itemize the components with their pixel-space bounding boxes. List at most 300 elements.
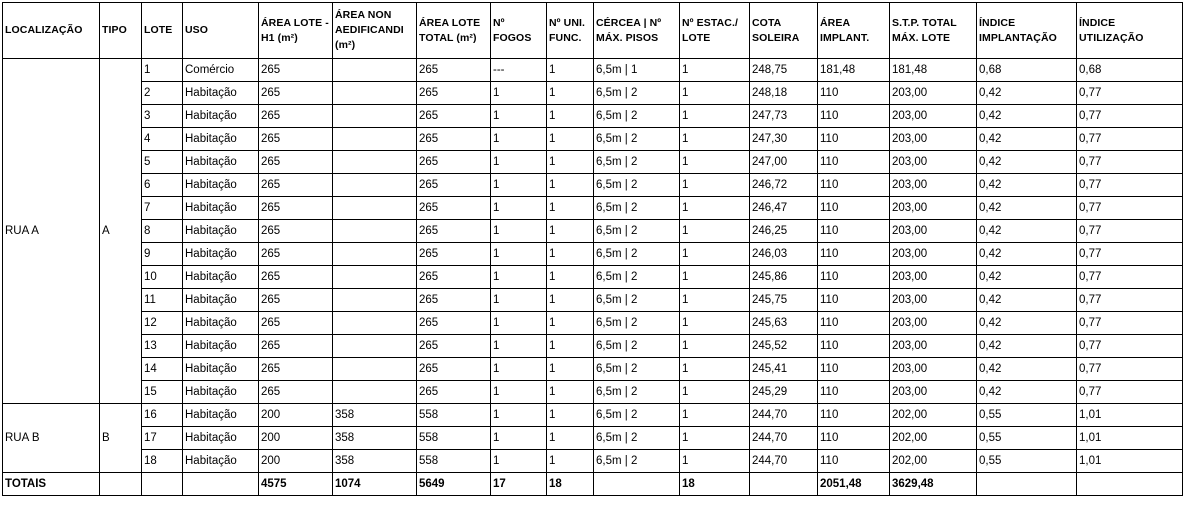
totals-label: TOTAIS <box>3 473 100 496</box>
cell-cercea: 6,5m | 2 <box>594 450 680 473</box>
cell-fogos: 1 <box>491 335 547 358</box>
cell-area-lote-total: 265 <box>417 151 491 174</box>
cell-lote: 16 <box>142 404 183 427</box>
header-cercea: CÉRCEA | Nº MÁX. PISOS <box>594 3 680 59</box>
cell-stp-total: 203,00 <box>890 335 977 358</box>
cell-indice-utilizacao: 1,01 <box>1077 427 1183 450</box>
cell-estac: 1 <box>680 82 750 105</box>
cell-uni-func: 1 <box>547 427 594 450</box>
cell-estac: 1 <box>680 266 750 289</box>
cell-uso: Habitação <box>183 450 259 473</box>
cell-area-lote-total: 558 <box>417 427 491 450</box>
cell-estac: 1 <box>680 404 750 427</box>
cell-area-lote-h1: 265 <box>259 151 333 174</box>
table-row <box>3 312 1183 335</box>
cell-uni-func: 1 <box>547 59 594 82</box>
cell-cota-soleira: 245,52 <box>750 335 818 358</box>
cell-indice-utilizacao: 0,77 <box>1077 358 1183 381</box>
cell-uso: Habitação <box>183 289 259 312</box>
header-cota-soleira: COTA SOLEIRA <box>750 3 818 59</box>
cell-uso: Habitação <box>183 266 259 289</box>
cell-cercea: 6,5m | 2 <box>594 381 680 404</box>
table-body <box>3 59 1183 473</box>
cell-cota-soleira: 247,00 <box>750 151 818 174</box>
cell-estac: 1 <box>680 197 750 220</box>
header-indice-implantacao: ÍNDICE IMPLANTAÇÃO <box>977 3 1077 59</box>
cell-estac: 1 <box>680 312 750 335</box>
cell-stp-total: 203,00 <box>890 197 977 220</box>
cell-uni-func: 1 <box>547 312 594 335</box>
totals-uni-func: 18 <box>547 473 594 496</box>
cell-fogos: 1 <box>491 243 547 266</box>
cell-cota-soleira: 248,75 <box>750 59 818 82</box>
cell-uso: Habitação <box>183 105 259 128</box>
cell-area-implant: 110 <box>818 243 890 266</box>
table-row <box>3 197 1183 220</box>
cell-indice-implantacao: 0,42 <box>977 381 1077 404</box>
cell-localizacao: RUA B <box>3 404 100 473</box>
cell-area-implant: 110 <box>818 289 890 312</box>
cell-indice-utilizacao: 0,77 <box>1077 243 1183 266</box>
cell-estac: 1 <box>680 289 750 312</box>
cell-stp-total: 203,00 <box>890 358 977 381</box>
cell-area-non-aedificandi <box>333 174 417 197</box>
cell-area-implant: 110 <box>818 312 890 335</box>
cell-area-lote-h1: 265 <box>259 105 333 128</box>
table-row <box>3 427 1183 450</box>
cell-cercea: 6,5m | 2 <box>594 174 680 197</box>
header-estac: Nº ESTAC./ LOTE <box>680 3 750 59</box>
totals-area-non-aedificandi: 1074 <box>333 473 417 496</box>
cell-localizacao: RUA A <box>3 59 100 404</box>
cell-indice-utilizacao: 0,77 <box>1077 220 1183 243</box>
cell-cota-soleira: 246,72 <box>750 174 818 197</box>
cell-indice-implantacao: 0,42 <box>977 82 1077 105</box>
cell-area-implant: 110 <box>818 105 890 128</box>
cell-area-lote-total: 265 <box>417 174 491 197</box>
cell-uni-func: 1 <box>547 289 594 312</box>
cell-uso: Habitação <box>183 335 259 358</box>
cell-indice-utilizacao: 0,68 <box>1077 59 1183 82</box>
cell-cercea: 6,5m | 2 <box>594 151 680 174</box>
cell-area-non-aedificandi <box>333 220 417 243</box>
cell-fogos: 1 <box>491 128 547 151</box>
cell-cota-soleira: 245,29 <box>750 381 818 404</box>
cell-lote: 18 <box>142 450 183 473</box>
cell-uso: Habitação <box>183 358 259 381</box>
table-row <box>3 450 1183 473</box>
cell-stp-total: 203,00 <box>890 105 977 128</box>
cell-lote: 15 <box>142 381 183 404</box>
cell-fogos: 1 <box>491 220 547 243</box>
table-row <box>3 335 1183 358</box>
totals-fogos: 17 <box>491 473 547 496</box>
cell-cercea: 6,5m | 2 <box>594 404 680 427</box>
lot-table <box>2 2 1183 496</box>
cell-stp-total: 203,00 <box>890 220 977 243</box>
cell-indice-implantacao: 0,42 <box>977 220 1077 243</box>
cell-lote: 12 <box>142 312 183 335</box>
cell-area-implant: 110 <box>818 404 890 427</box>
cell-lote: 1 <box>142 59 183 82</box>
cell-stp-total: 203,00 <box>890 151 977 174</box>
cell-cota-soleira: 248,18 <box>750 82 818 105</box>
cell-uni-func: 1 <box>547 151 594 174</box>
cell-indice-utilizacao: 0,77 <box>1077 312 1183 335</box>
cell-tipo: A <box>100 59 142 404</box>
cell-indice-utilizacao: 1,01 <box>1077 404 1183 427</box>
cell-stp-total: 203,00 <box>890 82 977 105</box>
cell-indice-implantacao: 0,55 <box>977 427 1077 450</box>
cell-area-lote-h1: 200 <box>259 427 333 450</box>
cell-area-lote-total: 265 <box>417 335 491 358</box>
cell-cercea: 6,5m | 2 <box>594 243 680 266</box>
cell-uni-func: 1 <box>547 220 594 243</box>
cell-area-lote-total: 265 <box>417 289 491 312</box>
cell-lote: 13 <box>142 335 183 358</box>
cell-stp-total: 203,00 <box>890 243 977 266</box>
cell-indice-utilizacao: 0,77 <box>1077 128 1183 151</box>
cell-indice-implantacao: 0,42 <box>977 312 1077 335</box>
header-indice-utilizacao: ÍNDICE UTILIZAÇÃO <box>1077 3 1183 59</box>
cell-stp-total: 203,00 <box>890 128 977 151</box>
cell-estac: 1 <box>680 243 750 266</box>
header-stp-total: S.T.P. TOTAL MÁX. LOTE <box>890 3 977 59</box>
totals-cercea <box>594 473 680 496</box>
cell-fogos: 1 <box>491 105 547 128</box>
cell-area-lote-total: 265 <box>417 266 491 289</box>
cell-area-non-aedificandi: 358 <box>333 427 417 450</box>
cell-uni-func: 1 <box>547 266 594 289</box>
cell-indice-implantacao: 0,42 <box>977 335 1077 358</box>
cell-cota-soleira: 246,03 <box>750 243 818 266</box>
cell-indice-utilizacao: 0,77 <box>1077 266 1183 289</box>
cell-uso: Comércio <box>183 59 259 82</box>
cell-area-implant: 110 <box>818 266 890 289</box>
header-area-implant: ÁREA IMPLANT. <box>818 3 890 59</box>
cell-uni-func: 1 <box>547 404 594 427</box>
cell-area-non-aedificandi <box>333 105 417 128</box>
cell-uni-func: 1 <box>547 174 594 197</box>
cell-area-non-aedificandi <box>333 151 417 174</box>
table-row <box>3 220 1183 243</box>
cell-area-implant: 110 <box>818 381 890 404</box>
cell-estac: 1 <box>680 128 750 151</box>
cell-uso: Habitação <box>183 220 259 243</box>
cell-uni-func: 1 <box>547 243 594 266</box>
totals-uso <box>183 473 259 496</box>
cell-area-lote-h1: 265 <box>259 243 333 266</box>
cell-estac: 1 <box>680 358 750 381</box>
totals-stp-total: 3629,48 <box>890 473 977 496</box>
totals-estac: 18 <box>680 473 750 496</box>
cell-area-implant: 110 <box>818 427 890 450</box>
cell-area-lote-h1: 265 <box>259 82 333 105</box>
cell-uso: Habitação <box>183 427 259 450</box>
cell-area-non-aedificandi <box>333 289 417 312</box>
cell-lote: 17 <box>142 427 183 450</box>
cell-fogos: 1 <box>491 450 547 473</box>
cell-cercea: 6,5m | 2 <box>594 128 680 151</box>
cell-uni-func: 1 <box>547 381 594 404</box>
cell-lote: 8 <box>142 220 183 243</box>
totals-area-lote-total: 5649 <box>417 473 491 496</box>
header-row <box>3 3 1183 59</box>
cell-indice-implantacao: 0,42 <box>977 289 1077 312</box>
cell-estac: 1 <box>680 381 750 404</box>
cell-indice-utilizacao: 1,01 <box>1077 450 1183 473</box>
cell-indice-implantacao: 0,42 <box>977 358 1077 381</box>
cell-cota-soleira: 245,63 <box>750 312 818 335</box>
cell-fogos: 1 <box>491 381 547 404</box>
cell-area-implant: 110 <box>818 82 890 105</box>
cell-indice-implantacao: 0,42 <box>977 105 1077 128</box>
table-row <box>3 151 1183 174</box>
cell-cota-soleira: 245,75 <box>750 289 818 312</box>
cell-indice-implantacao: 0,42 <box>977 266 1077 289</box>
cell-area-lote-h1: 265 <box>259 128 333 151</box>
header-area-lote-total: ÁREA LOTE TOTAL (m²) <box>417 3 491 59</box>
cell-cota-soleira: 246,25 <box>750 220 818 243</box>
cell-area-non-aedificandi <box>333 312 417 335</box>
header-localizacao: LOCALIZAÇÃO <box>3 3 100 59</box>
cell-lote: 6 <box>142 174 183 197</box>
cell-uni-func: 1 <box>547 358 594 381</box>
cell-area-lote-h1: 265 <box>259 197 333 220</box>
cell-fogos: 1 <box>491 174 547 197</box>
table-row <box>3 82 1183 105</box>
table-row <box>3 128 1183 151</box>
cell-cercea: 6,5m | 1 <box>594 59 680 82</box>
cell-cercea: 6,5m | 2 <box>594 82 680 105</box>
header-fogos: Nº FOGOS <box>491 3 547 59</box>
cell-cota-soleira: 245,86 <box>750 266 818 289</box>
totals-area-lote-h1: 4575 <box>259 473 333 496</box>
cell-uni-func: 1 <box>547 128 594 151</box>
cell-area-lote-h1: 265 <box>259 174 333 197</box>
cell-stp-total: 203,00 <box>890 266 977 289</box>
cell-area-implant: 110 <box>818 220 890 243</box>
cell-area-non-aedificandi <box>333 335 417 358</box>
cell-area-lote-h1: 265 <box>259 381 333 404</box>
cell-uni-func: 1 <box>547 335 594 358</box>
cell-area-lote-total: 265 <box>417 59 491 82</box>
cell-estac: 1 <box>680 220 750 243</box>
cell-fogos: 1 <box>491 427 547 450</box>
cell-cercea: 6,5m | 2 <box>594 312 680 335</box>
cell-area-lote-total: 265 <box>417 128 491 151</box>
cell-cota-soleira: 244,70 <box>750 450 818 473</box>
cell-area-non-aedificandi <box>333 266 417 289</box>
cell-estac: 1 <box>680 59 750 82</box>
cell-uni-func: 1 <box>547 450 594 473</box>
cell-area-lote-total: 265 <box>417 243 491 266</box>
cell-area-non-aedificandi <box>333 358 417 381</box>
cell-uso: Habitação <box>183 82 259 105</box>
cell-area-lote-h1: 265 <box>259 59 333 82</box>
cell-area-lote-h1: 200 <box>259 404 333 427</box>
cell-fogos: 1 <box>491 312 547 335</box>
cell-cercea: 6,5m | 2 <box>594 266 680 289</box>
cell-cercea: 6,5m | 2 <box>594 358 680 381</box>
cell-indice-utilizacao: 0,77 <box>1077 197 1183 220</box>
totals-row <box>3 473 1183 496</box>
cell-cercea: 6,5m | 2 <box>594 427 680 450</box>
table-row <box>3 404 1183 427</box>
cell-estac: 1 <box>680 427 750 450</box>
table-row <box>3 243 1183 266</box>
cell-cota-soleira: 244,70 <box>750 404 818 427</box>
cell-area-implant: 110 <box>818 128 890 151</box>
cell-uso: Habitação <box>183 174 259 197</box>
cell-lote: 10 <box>142 266 183 289</box>
cell-cota-soleira: 245,41 <box>750 358 818 381</box>
cell-stp-total: 202,00 <box>890 404 977 427</box>
cell-area-lote-h1: 265 <box>259 289 333 312</box>
cell-indice-implantacao: 0,42 <box>977 197 1077 220</box>
cell-estac: 1 <box>680 151 750 174</box>
cell-fogos: 1 <box>491 82 547 105</box>
cell-tipo: B <box>100 404 142 473</box>
cell-fogos: --- <box>491 59 547 82</box>
cell-uni-func: 1 <box>547 105 594 128</box>
cell-lote: 4 <box>142 128 183 151</box>
cell-uni-func: 1 <box>547 197 594 220</box>
table-row <box>3 381 1183 404</box>
cell-area-lote-h1: 265 <box>259 220 333 243</box>
cell-uso: Habitação <box>183 128 259 151</box>
cell-lote: 5 <box>142 151 183 174</box>
table-row <box>3 289 1183 312</box>
cell-area-lote-total: 558 <box>417 404 491 427</box>
cell-cercea: 6,5m | 2 <box>594 289 680 312</box>
cell-area-non-aedificandi <box>333 59 417 82</box>
cell-uso: Habitação <box>183 197 259 220</box>
cell-lote: 9 <box>142 243 183 266</box>
cell-stp-total: 203,00 <box>890 381 977 404</box>
header-uni-func: Nº UNI. FUNC. <box>547 3 594 59</box>
header-area-lote-h1: ÁREA LOTE - H1 (m²) <box>259 3 333 59</box>
table-row <box>3 358 1183 381</box>
totals-indice-implantacao <box>977 473 1077 496</box>
cell-area-non-aedificandi <box>333 128 417 151</box>
cell-area-implant: 110 <box>818 335 890 358</box>
cell-uso: Habitação <box>183 243 259 266</box>
cell-area-lote-h1: 265 <box>259 358 333 381</box>
cell-indice-implantacao: 0,68 <box>977 59 1077 82</box>
cell-cota-soleira: 247,73 <box>750 105 818 128</box>
cell-indice-implantacao: 0,55 <box>977 450 1077 473</box>
cell-cercea: 6,5m | 2 <box>594 220 680 243</box>
cell-area-non-aedificandi <box>333 243 417 266</box>
cell-fogos: 1 <box>491 151 547 174</box>
header-tipo: TIPO <box>100 3 142 59</box>
cell-uso: Habitação <box>183 312 259 335</box>
cell-indice-implantacao: 0,55 <box>977 404 1077 427</box>
cell-uso: Habitação <box>183 381 259 404</box>
cell-area-lote-total: 265 <box>417 381 491 404</box>
cell-area-lote-total: 265 <box>417 82 491 105</box>
cell-indice-implantacao: 0,42 <box>977 174 1077 197</box>
cell-estac: 1 <box>680 174 750 197</box>
totals-area-implant: 2051,48 <box>818 473 890 496</box>
cell-stp-total: 202,00 <box>890 450 977 473</box>
cell-fogos: 1 <box>491 404 547 427</box>
cell-area-lote-h1: 200 <box>259 450 333 473</box>
cell-lote: 14 <box>142 358 183 381</box>
cell-indice-utilizacao: 0,77 <box>1077 381 1183 404</box>
cell-area-implant: 110 <box>818 174 890 197</box>
table-row <box>3 174 1183 197</box>
cell-uso: Habitação <box>183 404 259 427</box>
header-uso: USO <box>183 3 259 59</box>
cell-area-lote-total: 558 <box>417 450 491 473</box>
cell-area-implant: 110 <box>818 197 890 220</box>
cell-estac: 1 <box>680 450 750 473</box>
cell-area-lote-total: 265 <box>417 220 491 243</box>
cell-stp-total: 203,00 <box>890 174 977 197</box>
cell-indice-utilizacao: 0,77 <box>1077 151 1183 174</box>
cell-indice-implantacao: 0,42 <box>977 128 1077 151</box>
cell-area-implant: 181,48 <box>818 59 890 82</box>
cell-area-non-aedificandi: 358 <box>333 404 417 427</box>
cell-estac: 1 <box>680 335 750 358</box>
table-row <box>3 105 1183 128</box>
cell-indice-implantacao: 0,42 <box>977 151 1077 174</box>
cell-lote: 7 <box>142 197 183 220</box>
cell-area-lote-h1: 265 <box>259 312 333 335</box>
cell-uni-func: 1 <box>547 82 594 105</box>
totals-tipo <box>100 473 142 496</box>
cell-lote: 11 <box>142 289 183 312</box>
cell-indice-implantacao: 0,42 <box>977 243 1077 266</box>
cell-area-non-aedificandi <box>333 82 417 105</box>
cell-cercea: 6,5m | 2 <box>594 105 680 128</box>
cell-area-lote-h1: 265 <box>259 266 333 289</box>
cell-stp-total: 181,48 <box>890 59 977 82</box>
cell-area-non-aedificandi <box>333 197 417 220</box>
cell-lote: 3 <box>142 105 183 128</box>
cell-cota-soleira: 244,70 <box>750 427 818 450</box>
cell-cota-soleira: 247,30 <box>750 128 818 151</box>
table-row <box>3 266 1183 289</box>
cell-fogos: 1 <box>491 358 547 381</box>
table-row <box>3 59 1183 82</box>
cell-indice-utilizacao: 0,77 <box>1077 335 1183 358</box>
cell-area-implant: 110 <box>818 358 890 381</box>
header-lote: LOTE <box>142 3 183 59</box>
cell-fogos: 1 <box>491 197 547 220</box>
cell-fogos: 1 <box>491 266 547 289</box>
cell-area-non-aedificandi <box>333 381 417 404</box>
cell-area-lote-h1: 265 <box>259 335 333 358</box>
cell-area-lote-total: 265 <box>417 105 491 128</box>
cell-lote: 2 <box>142 82 183 105</box>
cell-area-implant: 110 <box>818 151 890 174</box>
cell-stp-total: 203,00 <box>890 312 977 335</box>
cell-indice-utilizacao: 0,77 <box>1077 289 1183 312</box>
cell-area-lote-total: 265 <box>417 358 491 381</box>
cell-area-non-aedificandi: 358 <box>333 450 417 473</box>
totals-cota-soleira <box>750 473 818 496</box>
cell-fogos: 1 <box>491 289 547 312</box>
cell-cercea: 6,5m | 2 <box>594 197 680 220</box>
cell-cercea: 6,5m | 2 <box>594 335 680 358</box>
totals-lote <box>142 473 183 496</box>
cell-area-implant: 110 <box>818 450 890 473</box>
cell-indice-utilizacao: 0,77 <box>1077 105 1183 128</box>
cell-area-lote-total: 265 <box>417 312 491 335</box>
